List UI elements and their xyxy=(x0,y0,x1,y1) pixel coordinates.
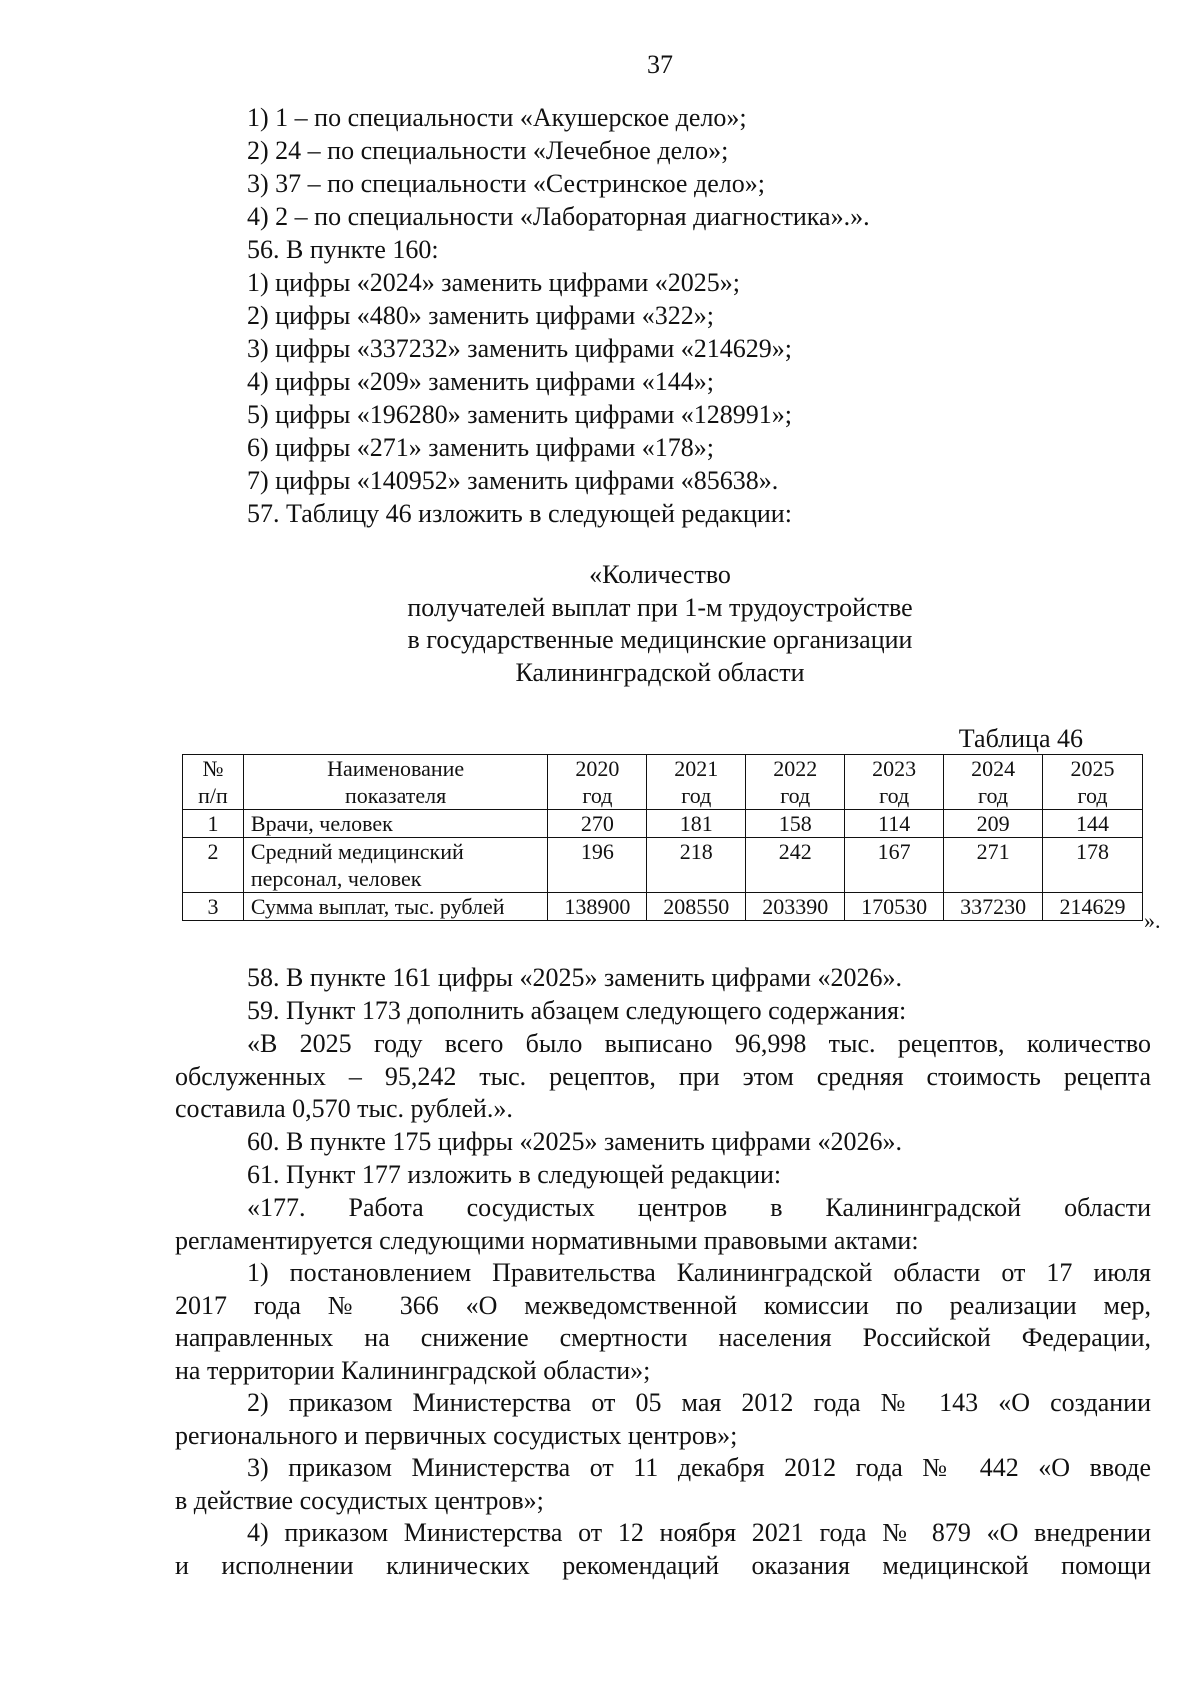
header-year: 2023 год xyxy=(845,755,944,810)
row-name: Сумма выплат, тыс. рублей xyxy=(243,893,548,921)
table-row xyxy=(183,810,1143,838)
text-line: направленных на снижение смертности населения Российской Федерации, xyxy=(175,1323,1151,1352)
paragraph-177 xyxy=(175,1192,1151,1257)
text-line: 2) приказом Министерства от 05 мая 2012 года № 143 «О создании xyxy=(247,1388,1151,1417)
table-header-row xyxy=(183,755,1143,810)
list-item: 2) цифры «480» заменить цифрами «322»; xyxy=(247,301,714,330)
table-cell: 208550 xyxy=(647,893,746,921)
text-line: в действие сосудистых центров»; xyxy=(175,1485,544,1515)
caption-line: в государственные медицинские организации xyxy=(407,625,913,654)
row-name: Врачи, человек xyxy=(243,810,548,838)
paragraph-item-4 xyxy=(175,1517,1151,1582)
row-number: 3 xyxy=(183,893,244,921)
header-no: № п/п xyxy=(183,755,244,810)
header-year: 2020 год xyxy=(548,755,647,810)
table-cell: 170530 xyxy=(845,893,944,921)
list-item: 3) 37 – по специальности «Сестринское дело»; xyxy=(247,169,765,198)
list-item: 5) цифры «196280» заменить цифрами «128991»; xyxy=(247,400,792,429)
paragraph-59: 59. Пункт 173 дополнить абзацем следующего содержания: xyxy=(247,996,907,1025)
table-caption xyxy=(300,559,1020,689)
list-item: 4) цифры «209» заменить цифрами «144»; xyxy=(247,367,714,396)
paragraph-58: 58. В пункте 161 цифры «2025» заменить цифрами «2026». xyxy=(247,963,902,992)
text-line: 3) приказом Министерства от 11 декабря 2012 года № 442 «О вводе xyxy=(247,1453,1151,1482)
row-number: 2 xyxy=(183,838,244,893)
table-cell: 178 xyxy=(1043,838,1143,893)
header-name: Наименование показателя xyxy=(243,755,548,810)
text-line: регламентируется следующими нормативными правовыми актами: xyxy=(175,1225,919,1255)
table-cell: 138900 xyxy=(548,893,647,921)
header-year: 2022 год xyxy=(746,755,845,810)
header-year: 2021 год xyxy=(647,755,746,810)
text-line: 2017 года № 366 «О межведомственной комиссии по реализации мер, xyxy=(175,1290,1151,1320)
paragraph-item-2 xyxy=(175,1387,1151,1452)
table-cell: 144 xyxy=(1043,810,1143,838)
paragraph-60: 60. В пункте 175 цифры «2025» заменить цифрами «2026». xyxy=(247,1127,902,1156)
table-cell: 270 xyxy=(548,810,647,838)
paragraph-item-1 xyxy=(175,1257,1151,1387)
row-number: 1 xyxy=(183,810,244,838)
table-cell: 209 xyxy=(944,810,1043,838)
paragraph-59-quote xyxy=(175,1028,1151,1126)
page-number: 37 xyxy=(647,50,673,79)
caption-line: «Количество xyxy=(589,560,731,589)
list-item: 4) 2 – по специальности «Лабораторная диагностика».». xyxy=(247,202,870,231)
list-item: 1) 1 – по специальности «Акушерское дело»; xyxy=(247,103,747,132)
list-item: 57. Таблицу 46 изложить в следующей редакции: xyxy=(247,499,792,528)
table-row xyxy=(183,838,1143,893)
list-item: 2) 24 – по специальности «Лечебное дело»; xyxy=(247,136,729,165)
table-row xyxy=(183,893,1143,921)
table-cell: 214629 xyxy=(1043,893,1143,921)
list-item: 1) цифры «2024» заменить цифрами «2025»; xyxy=(247,268,740,297)
table-cell: 203390 xyxy=(746,893,845,921)
list-item: 6) цифры «271» заменить цифрами «178»; xyxy=(247,433,714,462)
data-table xyxy=(182,754,1143,921)
text-line: «177. Работа сосудистых центров в Калининградской области xyxy=(247,1193,1151,1222)
text-line: и исполнении клинических рекомендаций оказания медицинской помощи xyxy=(175,1550,1151,1580)
text-line: составила 0,570 тыс. рублей.». xyxy=(175,1094,513,1123)
row-name: Средний медицинский персонал, человек xyxy=(243,838,548,893)
list-item: 3) цифры «337232» заменить цифрами «214629»; xyxy=(247,334,792,363)
caption-line: получателей выплат при 1-м трудоустройстве xyxy=(407,592,913,622)
text-line: «В 2025 году всего было выписано 96,998 тыс. рецептов, количество xyxy=(247,1029,1151,1058)
closing-quote-mark: ». xyxy=(1144,908,1161,933)
table-cell: 196 xyxy=(548,838,647,893)
list-item: 7) цифры «140952» заменить цифрами «85638». xyxy=(247,466,779,495)
paragraph-61: 61. Пункт 177 изложить в следующей редакции: xyxy=(247,1160,782,1189)
paragraph-item-3 xyxy=(175,1452,1151,1517)
table-cell: 114 xyxy=(845,810,944,838)
header-year: 2025 год xyxy=(1043,755,1143,810)
table-cell: 167 xyxy=(845,838,944,893)
text-line: регионального и первичных сосудистых центров»; xyxy=(175,1420,738,1450)
caption-line: Калининградской области xyxy=(515,657,805,687)
text-line: обслуженных – 95,242 тыс. рецептов, при этом средняя стоимость рецепта xyxy=(175,1061,1151,1091)
text-line: 4) приказом Министерства от 12 ноября 2021 года № 879 «О внедрении xyxy=(247,1518,1151,1547)
table-cell: 271 xyxy=(944,838,1043,893)
list-item: 56. В пункте 160: xyxy=(247,235,439,264)
table-cell: 181 xyxy=(647,810,746,838)
table-label: Таблица 46 xyxy=(958,724,1083,753)
text-line: 1) постановлением Правительства Калининградской области от 17 июля xyxy=(247,1258,1151,1287)
table-cell: 337230 xyxy=(944,893,1043,921)
table-cell: 242 xyxy=(746,838,845,893)
table-cell: 158 xyxy=(746,810,845,838)
table-cell: 218 xyxy=(647,838,746,893)
header-year: 2024 год xyxy=(944,755,1043,810)
text-line: на территории Калининградской области»; xyxy=(175,1355,651,1385)
